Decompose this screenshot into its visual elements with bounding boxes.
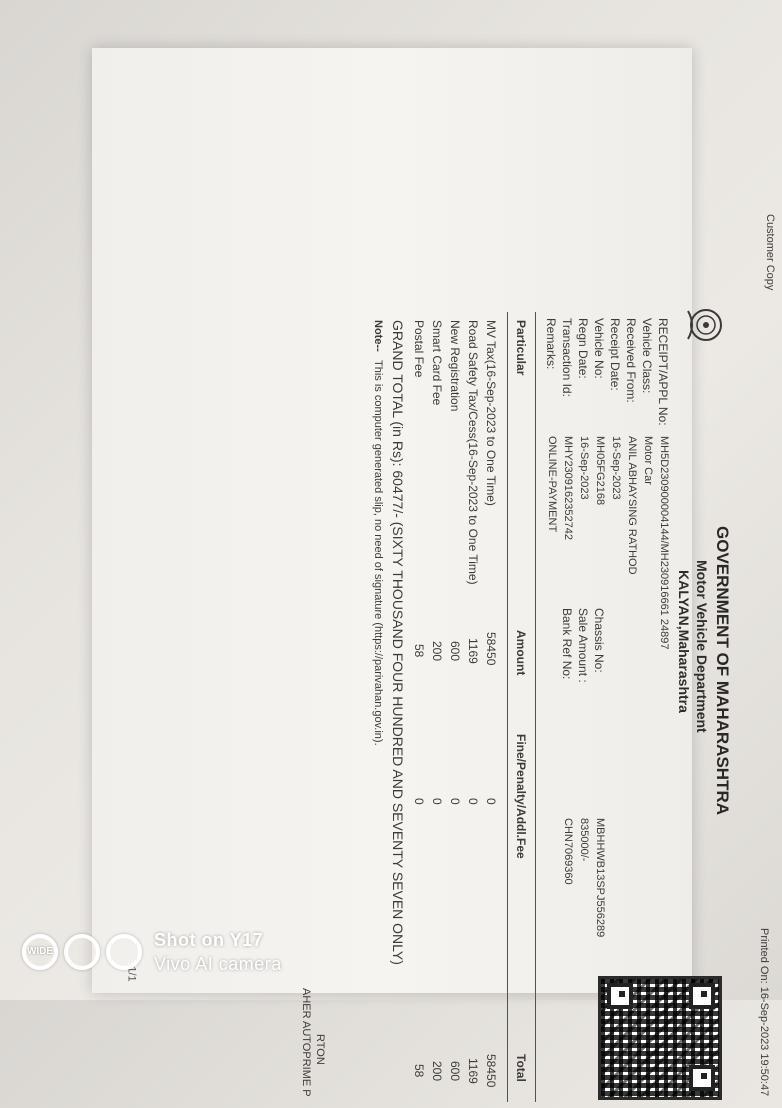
table-row-amount: 58 xyxy=(412,644,426,658)
table-row-total: 58450 xyxy=(484,1054,498,1088)
col-amount: Amount xyxy=(514,630,528,676)
field-value: 16-Sep-2023 xyxy=(610,436,622,500)
col-particular: Particular xyxy=(514,320,528,376)
col-fine: Fine/Penalty/Addl.Fee xyxy=(514,734,528,859)
field-value: MHY2309162352742 xyxy=(562,436,574,540)
table-row-amount: 58450 xyxy=(484,632,498,666)
table-header-rule xyxy=(507,312,508,1102)
note-label: Note-- xyxy=(372,320,384,352)
table-row-fine: 0 xyxy=(484,798,498,805)
field-label: Remarks: xyxy=(544,318,558,370)
qr-finder-icon xyxy=(689,1065,715,1091)
field-label: Regn Date: xyxy=(576,318,590,379)
grand-total: GRAND TOTAL (in Rs): 60477/- (SIXTY THOUSAND FOUR HUNDRED AND SEVENTY SEVEN ONLY) xyxy=(390,320,406,965)
field-label: Chassis No: xyxy=(592,608,606,673)
table-row-total: 600 xyxy=(448,1061,462,1082)
note-text: This is computer generated slip, no need of signature (https://parivahan.gov.in). xyxy=(372,360,384,746)
customer-copy-label: Customer Copy xyxy=(764,214,776,291)
printed-on: Printed On: 16-Sep-2023 19:50:47 xyxy=(758,928,770,1097)
field-value: ONLINE-PAYMENT xyxy=(546,436,558,533)
field-value: MH05FG2168 xyxy=(594,436,606,506)
department-subtitle: Motor Vehicle Department xyxy=(694,560,710,733)
wide-badge-label: WIDE xyxy=(26,946,54,957)
table-row-particular: Postal Fee xyxy=(412,320,426,378)
qr-finder-icon xyxy=(607,983,633,1009)
table-row-particular: MV Tax(16-Sep-2023 to One Time) xyxy=(484,320,498,506)
field-value: ANIL ABHAYSING RATHOD xyxy=(626,436,638,575)
page-number: 1/1 xyxy=(125,966,138,982)
field-value: MH5D230900004144/MH230916661 24897 xyxy=(658,436,670,650)
field-value: 835000/- xyxy=(578,818,590,862)
col-total: Total xyxy=(514,1054,528,1082)
table-row-particular: Smart Card Fee xyxy=(430,320,444,406)
office-name: KALYAN,Maharashtra xyxy=(676,570,692,713)
footer-dealer: AHER AUTOPRIME P xyxy=(300,988,312,1097)
lens-ring-icon xyxy=(64,934,100,970)
camera-watermark xyxy=(22,928,342,978)
table-row-fine: 0 xyxy=(430,798,444,805)
table-row-fine: 0 xyxy=(466,798,480,805)
receipt-content xyxy=(302,208,782,1108)
footer-rto: RTON xyxy=(314,1034,326,1065)
field-value: CHN7069360 xyxy=(562,818,574,885)
qr-code-icon xyxy=(598,976,722,1100)
table-row-fine: 0 xyxy=(448,798,462,805)
table-row-total: 58 xyxy=(412,1064,426,1078)
watermark-shot-on: Shot on Y17 xyxy=(154,930,264,950)
table-row-amount: 600 xyxy=(448,641,462,662)
table-top-rule xyxy=(535,312,536,1102)
field-label: RECEIPT/APPL No: xyxy=(656,318,670,426)
qr-finder-icon xyxy=(689,983,715,1009)
field-label: Bank Ref No: xyxy=(560,608,574,680)
field-label: Vehicle No: xyxy=(592,318,606,379)
state-emblem-icon xyxy=(682,303,726,347)
field-value: 16-Sep-2023 xyxy=(578,436,590,500)
table-row-total: 1169 xyxy=(466,1058,480,1084)
table-row-amount: 1169 xyxy=(466,638,480,664)
field-label: Sale Amount : xyxy=(576,608,590,683)
watermark-camera: Vivo AI camera xyxy=(154,954,282,974)
field-label: Vehicle Class: xyxy=(640,318,654,394)
field-value: Motor Car xyxy=(642,436,654,485)
table-row-fine: 0 xyxy=(412,798,426,805)
field-label: Receipt Date: xyxy=(608,318,622,391)
lens-ring-icon xyxy=(106,934,142,970)
table-row-amount: 200 xyxy=(430,641,444,662)
field-label: Received From: xyxy=(624,318,638,403)
table-row-particular: Road Safety Tax/Cess(16-Sep-2023 to One Time) xyxy=(466,320,480,585)
field-value: MBHHWB13SPJ556289 xyxy=(594,818,606,938)
government-title: GOVERNMENT OF MAHARASHTRA xyxy=(713,526,732,815)
table-row-total: 200 xyxy=(430,1061,444,1082)
table-row-particular: New Registration xyxy=(448,320,462,412)
receipt-paper xyxy=(92,48,776,1097)
field-label: Transaction Id: xyxy=(560,318,574,397)
